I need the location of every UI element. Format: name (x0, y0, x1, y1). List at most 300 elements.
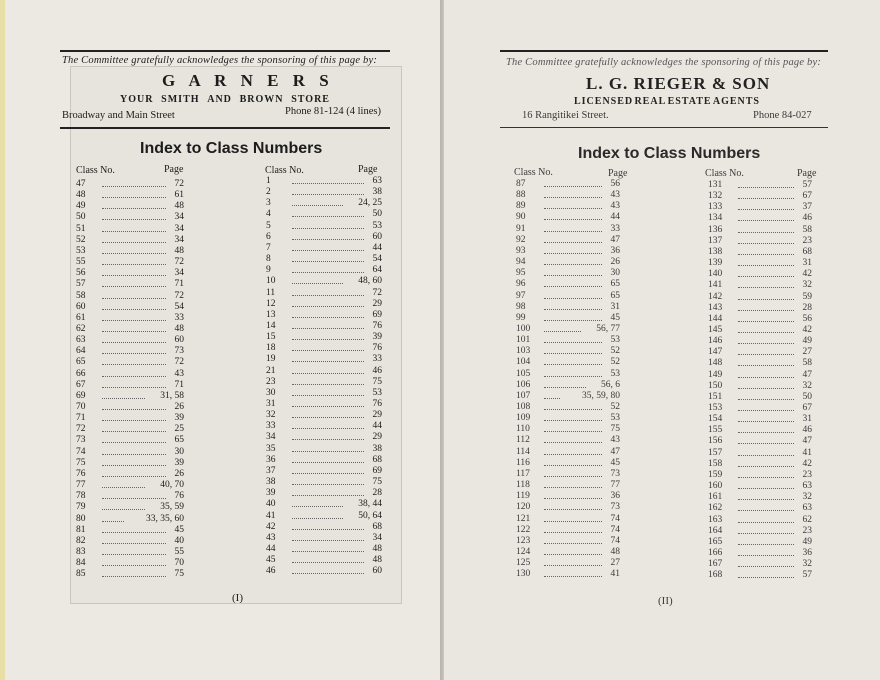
dot-leader (544, 346, 602, 354)
dot-leader (738, 381, 794, 389)
dot-leader (738, 236, 794, 244)
class-number: 32 (266, 410, 276, 421)
index-row (76, 491, 184, 501)
dot-leader (544, 324, 581, 332)
page-reference: 31 (802, 414, 812, 425)
index-row (708, 347, 812, 357)
dot-leader (102, 491, 166, 499)
index-row (266, 265, 382, 275)
index-row (516, 357, 620, 367)
index-row (708, 358, 812, 368)
page-reference: 73 (610, 468, 620, 479)
index-row (266, 432, 382, 442)
class-number: 93 (516, 245, 526, 256)
page-reference: 72 (174, 257, 184, 268)
sponsor-name: L. G. RIEGER & SON (586, 74, 771, 93)
page-reference: 32 (802, 492, 812, 503)
index-row (708, 336, 812, 346)
index-row (76, 402, 184, 412)
dot-leader (292, 254, 364, 262)
class-number: 52 (76, 234, 86, 245)
page-reference: 31 (802, 258, 812, 269)
dot-leader (544, 402, 602, 410)
page-reference: 52 (610, 402, 620, 412)
page-reference: 72 (174, 179, 184, 189)
page-reference: 31, 58 (160, 390, 184, 401)
page-reference: 43 (610, 190, 620, 201)
class-number: 38 (266, 477, 276, 488)
class-number: 45 (266, 555, 276, 566)
page-reference: 48 (372, 555, 382, 566)
class-number: 112 (516, 435, 530, 446)
index-row (76, 324, 184, 334)
class-number: 114 (516, 446, 530, 457)
page-reference: 53 (372, 220, 382, 231)
class-number: 101 (516, 335, 531, 346)
index-row (708, 303, 812, 313)
column-header-page: Page (358, 164, 378, 175)
page-reference: 35, 59, 80 (582, 390, 620, 401)
dot-leader (102, 346, 166, 354)
class-number: 137 (708, 235, 723, 246)
page-reference: 68 (372, 521, 382, 532)
dot-leader (738, 403, 794, 411)
page-reference: 56 (610, 179, 620, 189)
class-number: 151 (708, 391, 723, 402)
class-number: 122 (516, 524, 531, 535)
page-reference: 32 (802, 380, 812, 391)
page-reference: 38 (372, 443, 382, 454)
page-reference: 74 (610, 513, 620, 524)
dot-leader (292, 466, 364, 474)
index-row (76, 235, 184, 245)
class-number: 107 (516, 390, 531, 401)
index-row (516, 313, 620, 323)
index-row (708, 325, 812, 335)
page-reference: 65 (174, 435, 184, 446)
sponsor-phone: Phone 81-124 (4 lines) (285, 106, 381, 117)
index-row (266, 388, 382, 398)
class-number: 81 (76, 524, 86, 535)
index-row (708, 191, 812, 201)
index-row (516, 302, 620, 312)
index-row (266, 466, 382, 476)
page-reference: 45 (174, 524, 184, 535)
class-number: 168 (708, 570, 723, 581)
class-number: 7 (266, 242, 271, 253)
index-row (708, 548, 812, 558)
dot-leader (544, 469, 602, 477)
class-number: 64 (76, 346, 86, 357)
tagline-word: STORE (291, 94, 330, 105)
dot-leader (102, 502, 145, 510)
class-number: 123 (516, 535, 531, 546)
index-row (76, 179, 184, 189)
page-reference: 53 (610, 413, 620, 424)
page-reference: 23 (802, 235, 812, 246)
index-row (76, 313, 184, 323)
dot-leader (292, 288, 364, 296)
dot-leader (292, 354, 364, 362)
index-row (76, 224, 184, 234)
page-reference: 65 (610, 290, 620, 301)
dot-leader (544, 302, 602, 310)
index-row (76, 458, 184, 468)
class-number: 133 (708, 202, 723, 213)
class-number: 70 (76, 402, 86, 412)
page-reference: 68 (372, 454, 382, 465)
index-row (266, 221, 382, 231)
index-row (708, 381, 812, 391)
page-reference: 63 (372, 176, 382, 186)
index-row (266, 399, 382, 409)
class-number: 58 (76, 290, 86, 301)
class-number: 94 (516, 257, 526, 268)
index-row (708, 225, 812, 235)
index-row (708, 436, 812, 446)
class-number: 77 (76, 480, 86, 491)
index-row (516, 447, 620, 457)
dot-leader (738, 414, 794, 422)
index-row (76, 380, 184, 390)
dot-leader (292, 321, 364, 329)
page-reference: 36 (610, 245, 620, 256)
top-rule (500, 50, 828, 52)
page-reference: 47 (610, 234, 620, 245)
class-number: 160 (708, 481, 723, 492)
index-row (266, 555, 382, 565)
dot-leader (544, 547, 602, 555)
dot-leader (738, 358, 794, 366)
class-number: 163 (708, 514, 723, 525)
page-reference: 70 (174, 558, 184, 569)
dot-leader (102, 369, 166, 377)
class-number: 99 (516, 312, 526, 323)
page-reference: 32 (802, 559, 812, 570)
class-number: 48 (76, 190, 86, 201)
class-number: 72 (76, 424, 86, 435)
class-number: 5 (266, 220, 271, 231)
dot-leader (102, 558, 166, 566)
index-row (708, 470, 812, 480)
dot-leader (738, 370, 794, 378)
dot-leader (544, 480, 602, 488)
dot-leader (102, 458, 166, 466)
sponsor-tagline (574, 96, 760, 107)
page-reference: 59 (802, 291, 812, 302)
class-number: 14 (266, 320, 276, 331)
dot-leader (292, 488, 364, 496)
class-number: 33 (266, 421, 276, 432)
class-number: 37 (266, 465, 276, 476)
dot-leader (738, 347, 794, 355)
page-reference: 53 (372, 387, 382, 398)
index-row (516, 402, 620, 412)
dot-leader (292, 265, 364, 273)
page-reference: 36 (610, 491, 620, 502)
page-reference: 29 (372, 432, 382, 443)
page-reference: 73 (610, 502, 620, 513)
dot-leader (738, 436, 794, 444)
class-number: 51 (76, 223, 86, 234)
page-reference: 52 (610, 357, 620, 368)
dot-leader (292, 477, 364, 485)
sponsor-line: The Committee gratefully acknowledges the sponsoring of this page by: (62, 55, 378, 66)
bottom-rule (60, 127, 390, 129)
index-row (708, 414, 812, 424)
dot-leader (544, 458, 602, 466)
page-reference: 75 (372, 477, 382, 488)
dot-leader (544, 201, 602, 209)
page-reference: 27 (610, 558, 620, 569)
dot-leader (292, 566, 364, 574)
dot-leader (544, 212, 602, 220)
dot-leader (292, 377, 364, 385)
page-reference: 23 (802, 469, 812, 480)
class-number: 13 (266, 309, 276, 320)
page-reference: 34 (372, 532, 382, 543)
index-row (76, 201, 184, 211)
class-number: 67 (76, 379, 86, 390)
class-number: 162 (708, 503, 723, 514)
index-row (516, 246, 620, 256)
index-row (516, 435, 620, 445)
page-reference: 33 (610, 223, 620, 234)
index-row (516, 201, 620, 211)
page-reference: 65 (610, 279, 620, 290)
page-reference: 45 (610, 457, 620, 468)
page-reference: 48, 60 (358, 276, 382, 287)
class-number: 47 (76, 179, 86, 189)
index-row (708, 247, 812, 257)
index-row (516, 569, 620, 579)
class-number: 76 (76, 468, 86, 479)
class-number: 141 (708, 280, 723, 291)
class-number: 132 (708, 191, 723, 202)
class-number: 21 (266, 365, 276, 376)
page-reference: 40, 70 (160, 480, 184, 491)
dot-leader (102, 235, 166, 243)
dot-leader (544, 413, 602, 421)
class-number: 144 (708, 313, 723, 324)
page-reference: 34 (174, 234, 184, 245)
index-row (708, 280, 812, 290)
class-number: 119 (516, 491, 530, 502)
class-number: 8 (266, 254, 271, 265)
dot-leader (292, 187, 364, 195)
dot-leader (102, 302, 166, 310)
index-row (708, 236, 812, 246)
page-reference: 25 (174, 424, 184, 435)
page-reference: 60 (372, 231, 382, 242)
class-number: 10 (266, 276, 276, 287)
page-reference: 47 (610, 446, 620, 457)
class-number: 69 (76, 390, 86, 401)
class-number: 85 (76, 569, 86, 580)
index-row (76, 391, 184, 401)
class-number: 56 (76, 268, 86, 279)
page-reference: 43 (610, 201, 620, 212)
page-reference: 39 (174, 457, 184, 468)
dot-leader (544, 235, 602, 243)
page-reference: 44 (372, 242, 382, 253)
page-reference: 32 (802, 280, 812, 291)
index-row (516, 380, 620, 390)
right-page (444, 0, 880, 680)
page-reference: 58 (802, 224, 812, 235)
index-row (76, 413, 184, 423)
index-row (516, 324, 620, 334)
dot-leader (738, 515, 794, 523)
dot-leader (102, 402, 166, 410)
dot-leader (292, 221, 364, 229)
page-reference: 42 (802, 269, 812, 280)
class-number: 73 (76, 435, 86, 446)
dot-leader (292, 544, 364, 552)
page-reference: 46 (802, 425, 812, 436)
page-reference: 75 (372, 376, 382, 387)
index-row (516, 424, 620, 434)
page-reference: 62 (802, 514, 812, 525)
dot-leader (102, 536, 166, 544)
index-row (516, 391, 620, 401)
page-reference: 67 (802, 191, 812, 202)
class-number: 157 (708, 447, 723, 458)
index-row (708, 370, 812, 380)
dot-leader (544, 447, 602, 455)
index-row (266, 187, 382, 197)
dot-leader (738, 336, 794, 344)
class-number: 34 (266, 432, 276, 443)
index-row (266, 511, 382, 521)
index-row (76, 357, 184, 367)
class-number: 11 (266, 287, 276, 298)
page-reference: 39 (372, 332, 382, 343)
index-row (266, 366, 382, 376)
index-row (516, 224, 620, 234)
page-reference: 76 (372, 399, 382, 409)
page-reference: 73 (174, 346, 184, 357)
class-number: 35 (266, 443, 276, 454)
class-number: 31 (266, 399, 276, 409)
class-number: 9 (266, 265, 271, 276)
dot-leader (738, 247, 794, 255)
index-row (516, 335, 620, 345)
class-number: 136 (708, 224, 723, 235)
dot-leader (102, 291, 166, 299)
dot-leader (102, 357, 166, 365)
index-row (76, 279, 184, 289)
class-number: 49 (76, 201, 86, 212)
index-row (266, 410, 382, 420)
index-row (516, 547, 620, 557)
top-rule (60, 50, 390, 52)
dot-leader (102, 380, 166, 388)
dot-leader (292, 176, 364, 184)
index-row (708, 392, 812, 402)
dot-leader (102, 424, 166, 432)
index-row (516, 480, 620, 490)
dot-leader (292, 499, 343, 507)
page-reference: 71 (174, 279, 184, 290)
tagline-word: AGENTS (712, 96, 760, 107)
page-reference: 46 (372, 365, 382, 376)
class-number: 147 (708, 347, 723, 358)
class-number: 50 (76, 212, 86, 223)
dot-leader (544, 190, 602, 198)
column-header-class: Class No. (705, 168, 744, 179)
class-number: 66 (76, 368, 86, 379)
index-row (266, 232, 382, 242)
dot-leader (102, 335, 166, 343)
sponsor-tagline (120, 94, 330, 105)
class-number: 134 (708, 213, 723, 224)
dot-leader (102, 190, 166, 198)
class-number: 109 (516, 413, 531, 424)
page-reference: 30 (610, 268, 620, 279)
page-reference: 48 (174, 201, 184, 212)
class-number: 3 (266, 198, 271, 209)
index-row (266, 209, 382, 219)
dot-leader (544, 491, 602, 499)
page-reference: 36 (802, 547, 812, 558)
class-number: 60 (76, 301, 86, 312)
page-reference: 33 (372, 354, 382, 365)
class-number: 104 (516, 357, 531, 368)
dot-leader (738, 191, 794, 199)
class-number: 65 (76, 357, 86, 368)
class-number: 57 (76, 279, 86, 290)
dot-leader (738, 202, 794, 210)
index-row (76, 480, 184, 490)
page-reference: 34 (174, 212, 184, 223)
class-number: 96 (516, 279, 526, 290)
page-reference: 45 (610, 312, 620, 323)
class-number: 43 (266, 532, 276, 543)
class-number: 61 (76, 312, 86, 323)
page-reference: 75 (610, 424, 620, 435)
dot-leader (544, 291, 602, 299)
index-row (266, 176, 382, 186)
index-row (76, 536, 184, 546)
class-number: 55 (76, 257, 86, 268)
page-reference: 68 (802, 246, 812, 257)
index-row (708, 292, 812, 302)
page-reference: 74 (610, 535, 620, 546)
dot-leader (738, 292, 794, 300)
sponsor-address: 16 Rangitikei Street. (522, 110, 609, 121)
class-number: 23 (266, 376, 276, 387)
page-reference: 72 (372, 287, 382, 298)
page-reference: 54 (372, 254, 382, 265)
dot-leader (292, 533, 364, 541)
dot-leader (292, 366, 364, 374)
index-title: Index to Class Numbers (140, 140, 323, 157)
page-reference: 44 (610, 212, 620, 223)
class-number: 1 (266, 176, 271, 186)
dot-leader (738, 459, 794, 467)
page-reference: 23 (802, 525, 812, 536)
dot-leader (544, 502, 602, 510)
class-number: 53 (76, 245, 86, 256)
page-reference: 60 (174, 335, 184, 346)
index-row (76, 346, 184, 356)
page-reference: 40 (174, 535, 184, 546)
index-row (76, 268, 184, 278)
page-reference: 48 (174, 245, 184, 256)
index-row (76, 246, 184, 256)
dot-leader (738, 537, 794, 545)
